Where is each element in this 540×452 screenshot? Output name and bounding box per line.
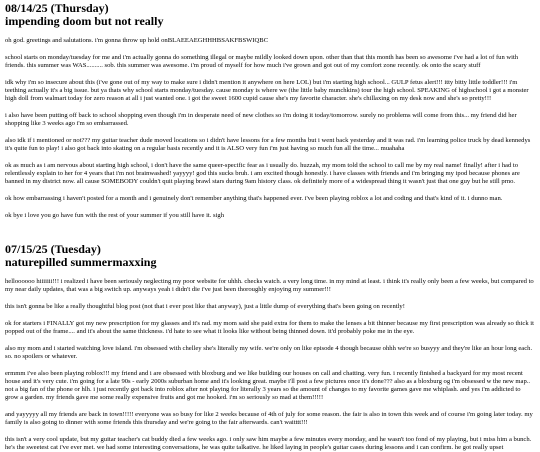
entry-paragraph: ok as much as i am nervous about starting high school, i don't have the same queer-specific fear as i usually do. huzzah, my mom told the school to call me by my real name! finally! after i had to relentlessly explain to her for 4 years that i'm not brainwashed! yayyyy! god this sucks bruh. i am excited though honestly. i have classes with friends and i'm bringing my ipod because phones are banned in my district now. all cause SOMEBODY couldn't quit playing brawl stars during 9am history class. ok definitely more of a widespread thing it wasn't just that one guy but he still prno. <box>5 162 520 185</box>
entry-title: impending doom but not really <box>5 14 164 28</box>
entry-paragraph: helloooooo hiiiiiii!!! i realized i have been seriously neglecting my poor website for uhhh. checks watch. a very long time. in my mind at least. i think it's really only been a few weeks, but compared to my near daily updates, that was a big switch up. anyways yeah i didn't die i've just been thoroughly enjoying my summer!!! <box>5 278 534 293</box>
entry-paragraph: this isn't gonna be like a really thoughtful blog post (not that i ever post like that anyway), just a little dump of everything that's been going on recently! <box>5 303 405 310</box>
entry-paragraph: ok for starters i FINALLY got my new prescription for my glasses and it's rad. my mom said she paid extra for them to make the lenses a bit thinner because my first prescription was already so thick it popped out of the frame.... and it's about the same thickness. i'd hate to see what it looks like without being thinned down. it'd probably poke me in the eye. <box>5 320 534 335</box>
entry-date: 07/15/25 (Tuesday) <box>5 242 101 256</box>
entry-separator <box>5 229 535 243</box>
entry-paragraph: ok bye i love you go have fun with the rest of your summer if you still have it. sigh <box>5 212 225 219</box>
entry-paragraph: ok how embarrassing i haven't posted for a month and i genuinely don't remember anything that's happened ever. i've been playing roblox a lot and coding and that's kind of it. i dunno man. <box>5 195 503 202</box>
entry-paragraph: also my mom and i started watching love island. i'm obsessed with chelley she's literally my wife. we're only on like episode 4 though because ohhh we're so busyyy and they're like an hour long each. so. no spoilers or whatever. <box>5 345 533 360</box>
entry-title: naturepilled summermaxxing <box>5 255 157 269</box>
entry-paragraph: school starts on monday/tuesday for me and i'm actually gonna do something illegal or maybe mildly looked down upon. other than that this month has been so awesome i've had a lot of fun with friends. this summer was WAS.......... sob. this summer was awesome. i'm proud of myself for how much i've grown and got out of my comfort zone recently. ok onto the scary stuff <box>5 54 519 69</box>
entry-paragraph: idk why i'm so insecure about this (i've gone out of my way to make sure i didn't mention it anywhere on here LOL) but i'm starting high school... GULP fetus alert!!! itty bitty little toddler!!! i'm teething actually it's a big issue. but ya thats why school starts monday/tuesday. cause monday is where we (the little baby munchkins) tour the high school. SPEAKING of highschool i got a monster high doll from walmart today for zero reason at all i just wanted one. i got the sweet 1600 cupid cause she's my favorite character. she's chillaxing on my desk now and she's so pretty!!! <box>5 79 529 102</box>
entry-date: 08/14/25 (Thursday) <box>5 1 109 15</box>
entry-paragraph: and yayyyyy all my friends are back in town!!!!! everyone was so busy for like 2 weeks because of 4th of july for some reason. the fair is also in town this week and of course i'm going later today. my family is also going to dinner with some friends this thursday and we're going to the fair afterwards. can't waitttt!!! <box>5 411 533 426</box>
entry-paragraph: also idk if i mentioned or not??? my guitar teacher dude moved locations so i didn't have lessons for a few months but i went back yesterday and it was rad. i'm learning police truck by dead kennedys it's quite fun to play! i also got back into skating on a regular basis recently and it is ALSO very fun i'm just having so much fun all the time... muahaha <box>5 137 531 152</box>
entry-paragraph: ermmm i've also been playing roblox!!! my friend and i are obsessed with bloxburg and we like building our houses on call and chatting. very fun. i recently finished a backyard for my most recent house and it's very cute. i'm going for a late 90s - early 2000s suburban home and it's looking great. maybe i'll post a few pictures once it's done??? also as a bloxburg og i'm obsessed w the new map.. not a big fan of the phone or hlh. i just recently got back into roblox after not playing for literally 3 years so the amount of changes to my favorite games gave me whiplash. and yes i'm addicted to grow a garden. my friends gave me some really expensive fruits and got me hooked. i'm so seriously so mad at them!!!!! <box>5 370 531 401</box>
entry-paragraph: oh god. greetings and salutations. i'm gonna throw up hold onBLAEEAEGHHHBSAKFBSWIQBC <box>5 37 269 44</box>
blog-entry <box>5 243 535 452</box>
blog-entry <box>5 2 535 220</box>
entry-paragraph: i also have been putting off back to school shopping even though i'm in desperate need of new clothes so i'm doing it today/tomorrow. surely no problems will come from this... my friend did her shopping like 3 weeks ago i'm so embarrassed. <box>5 112 517 127</box>
entry-paragraph: this isn't a very cool update, but my guitar teacher's cat buddy died a few weeks ago. i only saw him maybe a few minutes every monday, and he wasn't too fond of my playing, but i miss him a bunch. he's the sweetest cat i've ever met. we had some interesting conversations, he was quite talkative. he liked laying in people's guitar cases during lessons and i can confirm. he got really upset <box>5 436 532 451</box>
